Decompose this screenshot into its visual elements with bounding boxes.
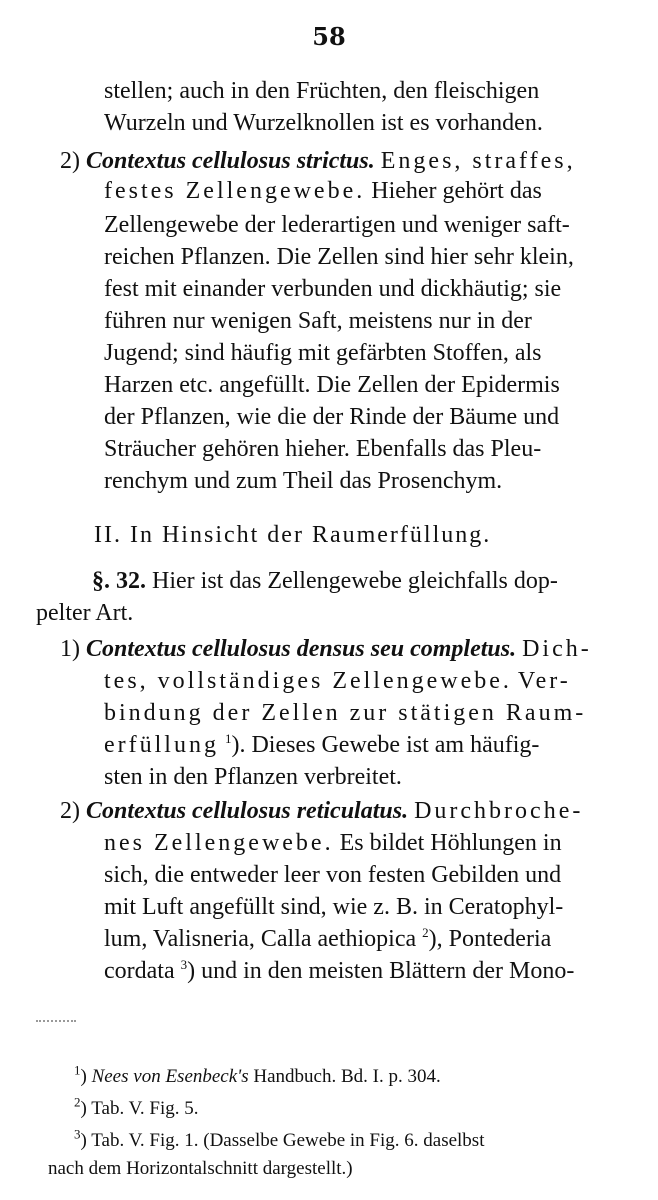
text-line: Wurzeln und Wurzelknollen ist es vorhanden. bbox=[104, 110, 543, 136]
text-run: erfüllung bbox=[104, 732, 219, 758]
footnote-mark: 2 bbox=[74, 1094, 81, 1110]
list-item-header bbox=[60, 146, 576, 176]
footnote-mark: 1 bbox=[74, 1062, 81, 1078]
text-line: pelter Art. bbox=[36, 600, 134, 626]
text-run: cordata bbox=[104, 958, 175, 984]
german-name: tes, vollständiges Zellengewebe. bbox=[104, 668, 512, 694]
text-run: Es bildet Höhlungen in bbox=[339, 830, 562, 856]
text-line: führen nur wenigen Saft, meistens nur in der bbox=[104, 308, 532, 334]
text-line: sten in den Pflanzen verbreitet. bbox=[104, 764, 402, 790]
text-run: ), Pontederia bbox=[428, 926, 552, 952]
text-line bbox=[104, 730, 539, 760]
text-run: bindung der Zellen zur stätigen Raum- bbox=[104, 700, 587, 726]
footnote-ref: 3 bbox=[180, 957, 188, 972]
footnote: $^1$) Nees von Esenbeck's Handbuch. Bd. I. p. 304. bbox=[74, 1062, 441, 1087]
text-run: lum, Valisneria, Calla aethiopica bbox=[104, 926, 417, 952]
text-line: fest mit einander verbunden und dickhäutig; sie bbox=[104, 276, 562, 302]
section-heading: II. In Hinsicht der Raumerfüllung. bbox=[94, 522, 492, 548]
item-number: 1) bbox=[60, 636, 80, 662]
text-line: Harzen etc. angefüllt. Die Zellen der Epidermis bbox=[104, 372, 560, 398]
latin-term: Contextus cellulosus strictus. bbox=[86, 148, 375, 174]
text-run: Tab. V. Fig. 5. bbox=[91, 1098, 199, 1119]
latin-term: Contextus cellulosus reticulatus. bbox=[86, 798, 409, 824]
footnote-mark: 3 bbox=[74, 1126, 81, 1142]
item-number: 2) bbox=[60, 148, 80, 174]
text-line: Jugend; sind häufig mit gefärbten Stoffen, als bbox=[104, 340, 542, 366]
paragraph-first-line bbox=[92, 566, 558, 596]
item-number: 2) bbox=[60, 798, 80, 824]
german-name: festes Zellengewebe. bbox=[104, 178, 366, 204]
text-line bbox=[104, 698, 586, 728]
footnote: $^2$) Tab. V. Fig. 5. bbox=[74, 1094, 199, 1119]
text-run: Tab. V. Fig. 1. (Dasselbe Gewebe in Fig. 6. daselbst bbox=[91, 1130, 485, 1151]
text-line: renchym und zum Theil das Prosenchym. bbox=[104, 468, 503, 494]
text-line: sich, die entweder leer von festen Gebilden und bbox=[104, 862, 562, 888]
text-line: Zellengewebe der lederartigen und weniger saft- bbox=[104, 212, 570, 238]
page-number: 58 bbox=[312, 22, 346, 51]
text-line: mit Luft angefüllt sind, wie z. B. in Ceratophyl- bbox=[104, 894, 564, 920]
text-run: ) und in den meisten Blättern der Mono- bbox=[187, 958, 575, 984]
text-line: Sträucher gehören hieher. Ebenfalls das Pleu- bbox=[104, 436, 542, 462]
text-line: stellen; auch in den Früchten, den fleischigen bbox=[104, 78, 540, 104]
footnote-ref: 1 bbox=[224, 731, 232, 746]
list-item-header bbox=[60, 796, 583, 826]
list-item-header bbox=[60, 634, 592, 664]
text-run: Handbuch. Bd. I. p. 304. bbox=[253, 1066, 441, 1087]
text-line: reichen Pflanzen. Die Zellen sind hier sehr klein, bbox=[104, 244, 574, 270]
german-name: Durchbroche- bbox=[414, 798, 584, 824]
latin-term: Contextus cellulosus densus seu completus. bbox=[86, 636, 517, 662]
text-run: Ver- bbox=[517, 668, 571, 694]
text-line bbox=[104, 924, 551, 954]
text-run: Hier ist das Zellengewebe gleichfalls dop- bbox=[152, 568, 558, 594]
footnote: $^3$) Tab. V. Fig. 1. (Dasselbe Gewebe in Fig. 6. daselbst bbox=[74, 1126, 485, 1151]
footnote-author: Nees von Esenbeck's bbox=[91, 1066, 249, 1087]
text-line bbox=[104, 176, 542, 206]
german-name: Enges, straffes, bbox=[380, 148, 576, 174]
text-line bbox=[104, 828, 562, 858]
text-line bbox=[104, 956, 574, 986]
text-line: der Pflanzen, wie die der Rinde der Bäume und bbox=[104, 404, 560, 430]
text-run: ). Dieses Gewebe ist am häufig- bbox=[231, 732, 540, 758]
text-run: Hieher gehört das bbox=[371, 178, 542, 204]
footnote-ref: 2 bbox=[422, 925, 429, 940]
text-line bbox=[104, 666, 571, 696]
german-name: Dich- bbox=[522, 636, 592, 662]
divider bbox=[36, 1020, 76, 1024]
footnote-continuation: nach dem Horizontalschnitt dargestellt.) bbox=[48, 1158, 353, 1179]
german-name: nes Zellengewebe. bbox=[104, 830, 334, 856]
section-marker: §. 32. bbox=[92, 568, 146, 594]
